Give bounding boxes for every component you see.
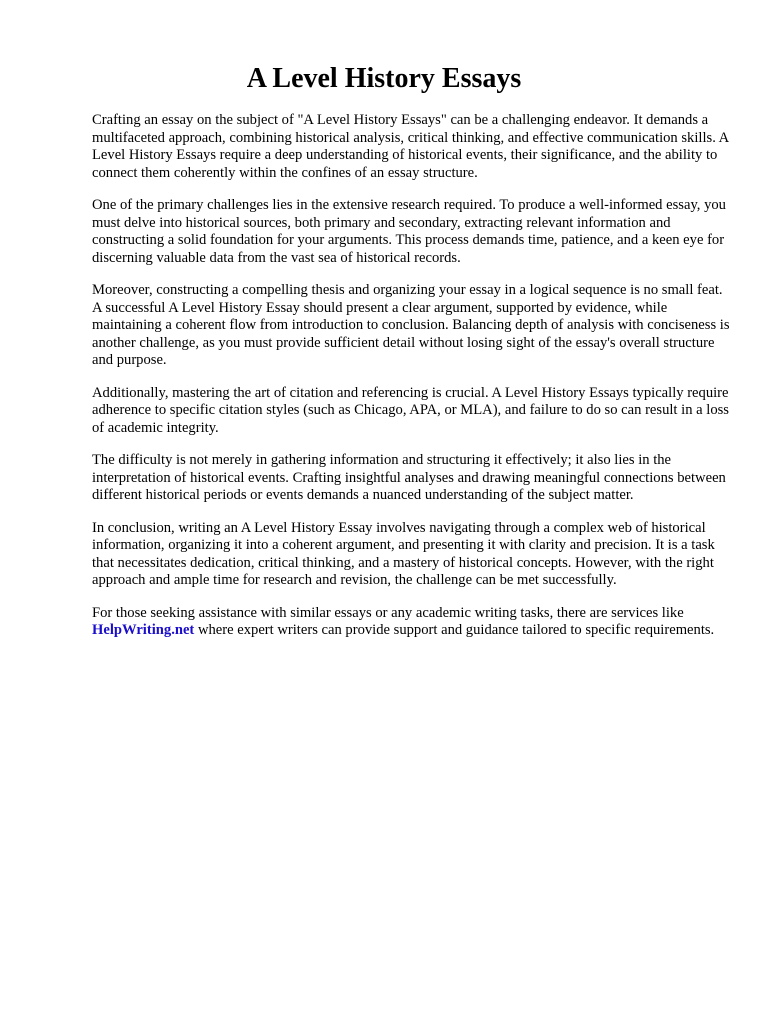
paragraph-3: Moreover, constructing a compelling thesis and organizing your essay in a logical sequence is no small feat. A successful A Level History Essay should present a clear argument, supported by evidence, while maintaining a coherent flow from introduction to conclusion. Balancing depth of analysis with conciseness is another challenge, as you must provide sufficient detail without losing sight of the essay's overall structure and purpose. xyxy=(92,282,730,368)
paragraph-4: Additionally, mastering the art of citation and referencing is crucial. A Level History Essays typically require adherence to specific citation styles (such as Chicago, APA, or MLA), and failure to do so can result in a loss of academic integrity. xyxy=(92,384,729,436)
closing-text-after-link: where expert writers can provide support and guidance tailored to specific requirements. xyxy=(194,622,715,638)
closing-paragraph xyxy=(92,605,732,640)
paragraph-5: The difficulty is not merely in gathering information and structuring it effectively; it also lies in the interpretation of historical events. Crafting insightful analyses and drawing meaningful connections between different historical periods or events demands a nuanced understanding of the subject matter. xyxy=(92,452,726,503)
document-body xyxy=(92,112,732,655)
page-title: A Level History Essays xyxy=(246,63,522,94)
paragraph-1: Crafting an essay on the subject of "A Level History Essays" can be a challenging endeavor. It demands a multifaceted approach, combining historical analysis, critical thinking, and effective communication skills. A Level History Essays require a deep understanding of historical events, their significance, and the ability to connect them coherently within the confines of an essay structure. xyxy=(92,112,729,181)
paragraph-6: In conclusion, writing an A Level History Essay involves navigating through a complex web of historical information, organizing it into a coherent argument, and presenting it with clarity and precision. It is a task that necessitates dedication, critical thinking, and a mastery of historical concepts. However, with the right approach and ample time for research and revision, the challenge can be met successfully. xyxy=(92,519,715,588)
helpwriting-link[interactable]: HelpWriting.net xyxy=(92,622,195,638)
paragraph-2: One of the primary challenges lies in the extensive research required. To produce a well-informed essay, you must delve into historical sources, both primary and secondary, extracting relevant information and constructing a solid foundation for your arguments. This process demands time, patience, and a keen eye for discerning valuable data from the vast sea of historical records. xyxy=(92,197,726,266)
closing-text-before-link: For those seeking assistance with similar essays or any academic writing tasks, there are services like xyxy=(92,604,684,621)
